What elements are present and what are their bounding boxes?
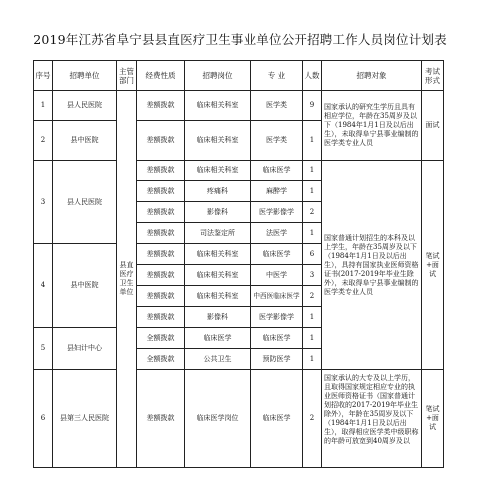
fund-cell: 全额拨款 [137,328,185,349]
post-cell: 临床相关科室 [185,286,251,307]
table-row [34,161,444,181]
major-cell: 医学影像学 [251,307,303,328]
count-cell: 1 [303,181,322,202]
post-cell: 临床相关科室 [185,91,251,121]
fund-cell: 差额拨款 [137,161,185,181]
page-title: 2019年江苏省阜宁县县直医疗卫生事业单位公开招聘工作人员岗位计划表 [33,32,447,47]
post-cell: 公共卫生 [185,349,251,370]
post-cell: 影像科 [185,307,251,328]
exam-cell: 面试 [422,91,444,161]
count-cell: 1 [303,121,322,161]
recruitment-table [33,60,444,468]
fund-cell: 差额拨款 [137,181,185,202]
major-cell: 临床医学 [251,244,303,265]
row-number: 4 [34,244,53,328]
count-cell: 2 [303,370,322,468]
row-number: 2 [34,121,53,161]
count-cell: 6 [303,244,322,265]
exam-cell: 笔试+面试 [422,161,444,370]
count-cell: 1 [303,223,322,244]
header-cell: 人数 [303,61,322,91]
post-cell: 司法鉴定所 [185,223,251,244]
count-cell: 2 [303,202,322,223]
post-cell: 临床医学 [185,328,251,349]
header-cell: 序号 [34,61,53,91]
fund-cell: 差额拨款 [137,91,185,121]
header-cell: 主管部门 [117,61,137,91]
post-cell: 临床相关科室 [185,161,251,181]
major-cell: 临床医学 [251,370,303,468]
fund-cell: 差额拨款 [137,265,185,286]
fund-cell: 差额拨款 [137,370,185,468]
unit-cell: 县第三人民医院 [53,370,117,468]
count-cell: 1 [303,307,322,328]
count-cell: 2 [303,286,322,307]
count-cell: 1 [303,161,322,181]
post-cell: 疼痛科 [185,181,251,202]
requirement-cell: 国家普通计划招生的本科及以上学生，年龄在35周岁及以下（1984年1月1日及以后出生），具持有国家执业医师资格证书(2017-2019年毕业生除外），未取得阜宁县事业编制的医学类专业人员 [322,161,422,370]
unit-cell: 县人民医院 [53,91,117,121]
unit-cell: 县中医院 [53,121,117,161]
major-cell: 预防医学 [251,349,303,370]
row-number: 3 [34,161,53,244]
fund-cell: 差额拨款 [137,121,185,161]
requirement-cell: 国家承认的大专及以上学历，且取得国家规定相应专业的执业医师资格证书（国家普通计划招收的2017-2019年毕业生除外），年龄在35周岁及以下（1984年1月1日及以后出生），取得相应医学类中级职称的年龄可放宽到40周岁及以 [322,370,422,468]
count-cell: 1 [303,328,322,349]
count-cell: 1 [303,349,322,370]
header-cell: 考试形式 [422,61,444,91]
post-cell: 影像科 [185,202,251,223]
fund-cell: 差额拨款 [137,307,185,328]
major-cell: 医学类 [251,91,303,121]
post-cell: 临床相关科室 [185,265,251,286]
major-cell: 临床医学 [251,161,303,181]
post-cell: 临床医学岗位 [185,370,251,468]
count-cell: 9 [303,91,322,121]
unit-cell: 县妇计中心 [53,328,117,370]
fund-cell: 全额拨款 [137,349,185,370]
major-cell: 中医学 [251,265,303,286]
major-cell: 医学影像学 [251,202,303,223]
unit-cell: 县人民医院 [53,161,117,244]
major-cell: 医学类 [251,121,303,161]
header-cell: 招聘岗位 [185,61,251,91]
fund-cell: 差额拨款 [137,202,185,223]
table-row [34,91,444,121]
requirement-cell: 国家承认的研究生学历且具有相应学位，年龄在35周岁及以下（1984年1月1日及以后出生），未取得阜宁县事业编制的医学类专业人员 [322,91,422,161]
header-cell: 经费性质 [137,61,185,91]
fund-cell: 差额拨款 [137,286,185,307]
fund-cell: 差额拨款 [137,244,185,265]
exam-cell: 笔试+面试 [422,370,444,468]
table-header-row [34,61,444,91]
post-cell: 临床相关科室 [185,244,251,265]
major-cell: 中西医临床医学 [251,286,303,307]
header-cell: 招聘对象 [322,61,422,91]
unit-cell: 县中医院 [53,244,117,328]
table-row [34,370,444,468]
supervisor-cell: 县直医疗卫生单位 [117,91,137,468]
fund-cell: 差额拨款 [137,223,185,244]
header-cell: 招聘单位 [53,61,117,91]
post-cell: 临床相关科室 [185,121,251,161]
row-number: 1 [34,91,53,121]
header-cell: 专 业 [251,61,303,91]
row-number: 5 [34,328,53,370]
row-number: 6 [34,370,53,468]
major-cell: 麻醉学 [251,181,303,202]
count-cell: 3 [303,265,322,286]
major-cell: 法医学 [251,223,303,244]
major-cell: 临床医学 [251,328,303,349]
